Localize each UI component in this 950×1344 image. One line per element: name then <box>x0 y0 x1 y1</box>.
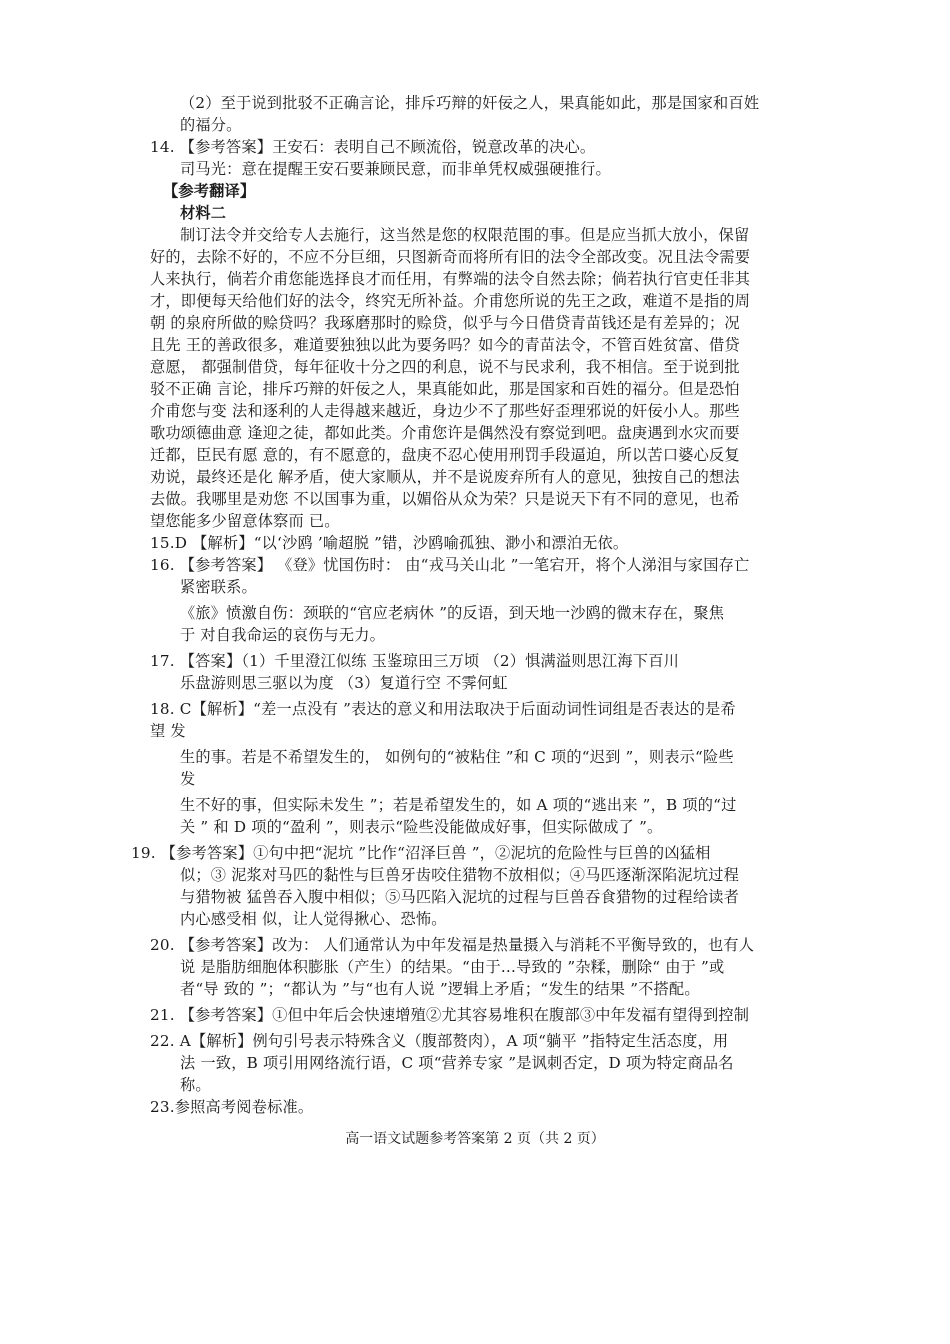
answer-item: 19. 【参考答案】①句中把“泥坑 ”比作“沼泽巨兽 ”，②泥坑的危险性与巨兽的凶猛相 <box>131 844 711 862</box>
text-line: 朝 的泉府所做的赊贷吗？我琢磨那时的赊贷，似乎与今日借贷青苗钱还是有差异的；况 <box>150 314 740 332</box>
text-line: 望您能多少留意体察而 已。 <box>150 512 340 530</box>
text-line: 于 对自我命运的哀伤与无力。 <box>180 626 386 644</box>
answer-item: 20. 【参考答案】改为： 人们通常认为中年发福是热量摄入与消耗不平衡导致的，也有人 <box>150 936 755 954</box>
text-line: 劝说，最终还是化 解矛盾，使大家顺从，并不是说废弃所有人的意见，独按自己的想法 <box>150 468 740 486</box>
text-line: 驳不正确 言论，排斥巧辩的奸佞之人，果真能如此，那是国家和百姓的福分。但是恐怕 <box>150 380 740 398</box>
answer-item: 17. 【答案】（1）千里澄江似练 玉鉴琼田三万顷 （2）惧满溢则思江海下百川 <box>150 652 679 670</box>
text-line: 人来执行，倘若介甫您能选择良才而任用，有弊端的法令自然去除；倘若执行官吏任非其 <box>150 270 751 288</box>
text-line: 发 <box>180 770 196 788</box>
answer-item: 23.参照高考阅卷标准。 <box>150 1098 314 1116</box>
text-line: 司马光：意在提醒王安石要兼顾民意，而非单凭权威强硬推行。 <box>180 160 611 178</box>
text-line: 生的事。若是不希望发生的， 如例句的“被粘住 ”和 C 项的“迟到 ”，则表示“险些 <box>180 748 734 766</box>
text-line: 内心感受相 似，让人觉得揪心、恐怖。 <box>180 910 447 928</box>
page-footer: 高一语文试题参考答案第 2 页（共 2 页） <box>345 1131 605 1147</box>
text-line: 称。 <box>180 1076 211 1094</box>
answer-item: 15.D 【解析】“以‘沙鸥 ’喻超脱 ”错，沙鸥喻孤独、渺小和漂泊无依。 <box>150 534 629 552</box>
text-line: 说 是脂肪细胞体积膨胀（产生）的结果。“由于…导致的 ”杂糅，删除“ 由于 ”或 <box>180 958 725 976</box>
text-line: （2）至于说到批驳不正确言论，排斥巧辩的奸佞之人，果真能如此，那是国家和百姓 <box>180 94 760 112</box>
section-heading: 【参考翻译】 <box>163 182 256 200</box>
text-line: 望 发 <box>150 722 186 740</box>
text-line: 似；③ 泥浆对马匹的黏性与巨兽牙齿咬住猎物不放相似；④马匹逐渐深陷泥坑过程 <box>180 866 739 884</box>
text-line: 紧密联系。 <box>180 578 257 596</box>
text-line: 迁都，臣民有愿 意的，有不愿意的，盘庚不忍心使用刑罚手段逼迫，所以苦口婆心反复 <box>150 446 740 464</box>
answer-item: 16. 【参考答案】 《登》忧国伤时： 由“戎马关山北 ”一笔宕开，将个人涕泪与家国存亡 <box>150 556 750 574</box>
text-line: 歌功颂德曲意 逢迎之徒，都如此类。介甫您许是偶然没有察觉到吧。盘庚遇到水灾而要 <box>150 424 740 442</box>
text-line: 与猎物被 猛兽吞入腹中相似；⑤马匹陷入泥坑的过程与巨兽吞食猎物的过程给读者 <box>180 888 739 906</box>
text-line: 关 ” 和 D 项的“盈利 ”，则表示“险些没能做成好事，但实际做成了 ”。 <box>180 818 663 836</box>
text-line: 制订法令并交给专人去施行，这当然是您的权限范围的事。但是应当抓大放小，保留 <box>180 226 750 244</box>
text-line: 乐盘游则思三驱以为度 （3）复道行空 不霁何虹 <box>180 674 508 692</box>
text-line: 意愿， 都强制借贷，每年征收十分之四的利息，说不与民求利，我不相信。至于说到批 <box>150 358 740 376</box>
section-heading: 材料二 <box>180 204 227 222</box>
text-line: 《旅》愤激自伤：颈联的“官应老病休 ”的反语，到天地一沙鸥的微末存在，聚焦 <box>180 604 725 622</box>
answer-item: 22. A【解析】例句引号表示特殊含义（腹部赘肉），A 项“躺平 ”指特定生活态度，用 <box>150 1032 729 1050</box>
text-line: 好的，去除不好的，不应不分巨细，只图新奇而将所有旧的法令全部改变。况且法令需要 <box>150 248 751 266</box>
text-line: 法 一致，B 项引用网络流行语，C 项“营养专家 ”是讽刺否定，D 项为特定商品名 <box>180 1054 734 1072</box>
text-line: 才，即便每天给他们好的法令，终究无所补益。介甫您所说的先王之政，难道不是指的周 <box>150 292 751 310</box>
text-line: 生不好的事，但实际未发生 ”；若是希望发生的，如 A 项的“逃出来 ”，B 项的“过 <box>180 796 737 814</box>
text-line: 者“导 致的 ”；“都认为 ”与“也有人说 ”逻辑上矛盾；“发生的结果 ”不搭配。 <box>180 980 700 998</box>
text-line: 14. 【参考答案】王安石：表明自己不顾流俗，锐意改革的决心。 <box>150 138 596 156</box>
answer-item: 18. C【解析】“差一点没有 ”表达的意义和用法取决于后面动词性词组是否表达的是希 <box>150 700 736 718</box>
text-line: 的福分。 <box>180 116 242 134</box>
answer-item: 21. 【参考答案】①但中年后会快速增殖②尤其容易堆积在腹部③中年发福有望得到控制 <box>150 1006 750 1024</box>
text-line: 且先 王的善政很多，难道要独独以此为要务吗？如今的青苗法令，不管百姓贫富、借贷 <box>150 336 740 354</box>
text-line: 去做。我哪里是劝您 不以国事为重，以媚俗从众为荣？只是说天下有不同的意见，也希 <box>150 490 740 508</box>
text-line: 介甫您与变 法和逐利的人走得越来越近，身边少不了那些好歪理邪说的奸佞小人。那些 <box>150 402 740 420</box>
